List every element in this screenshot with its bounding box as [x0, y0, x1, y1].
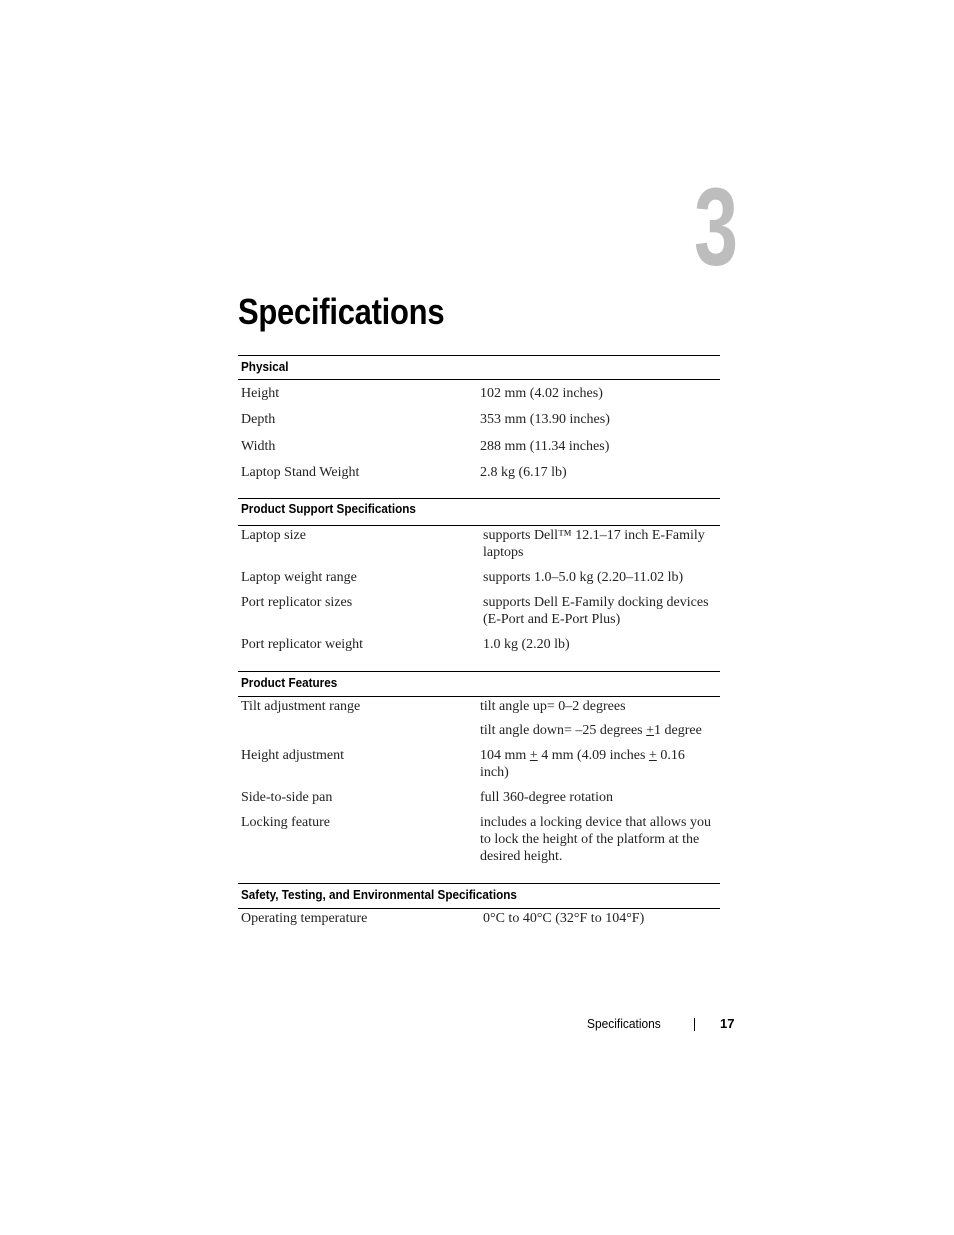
row-value: 104 mm + 4 mm (4.09 inches + 0.16 inch)	[480, 748, 685, 780]
section-heading: Product Features	[238, 671, 720, 697]
row-value: 0°C to 40°C (32°F to 104°F)	[483, 911, 645, 926]
row-label: Depth	[241, 412, 276, 427]
row-value: supports Dell™ 12.1–17 inch E-Family laptops	[483, 528, 705, 560]
table-row	[238, 411, 720, 428]
row-label: Port replicator weight	[241, 637, 364, 652]
section-heading: Product Support Specifications	[238, 498, 720, 526]
page-number: 17	[720, 1016, 735, 1031]
physical-section	[238, 355, 720, 485]
row-value: supports 1.0–5.0 kg (2.20–11.02 lb)	[483, 570, 684, 585]
table-row	[238, 569, 720, 586]
table-row	[238, 438, 720, 455]
row-label: Laptop weight range	[241, 570, 357, 585]
footer-section-label: Specifications	[587, 1016, 661, 1031]
plus-minus-symbol: +	[646, 723, 655, 738]
page-title: Specifications	[238, 291, 445, 332]
row-label: Height	[241, 386, 280, 401]
row-value: tilt angle down= –25 degrees +1 degree	[480, 723, 702, 738]
row-value: 2.8 kg (6.17 lb)	[480, 465, 567, 480]
row-label: Height adjustment	[241, 748, 345, 763]
row-label: Laptop size	[241, 528, 306, 543]
section-heading: Safety, Testing, and Environmental Specifications	[238, 883, 720, 909]
row-label: Tilt adjustment range	[241, 699, 361, 714]
row-label: Laptop Stand Weight	[241, 465, 360, 480]
features-section	[238, 671, 720, 871]
support-section	[238, 498, 720, 658]
table-row	[238, 814, 720, 865]
chapter-number: 3	[693, 166, 738, 289]
row-value: 1.0 kg (2.20 lb)	[483, 637, 570, 652]
row-label: Width	[241, 439, 276, 454]
table-row	[238, 594, 720, 628]
row-label: Locking feature	[241, 815, 331, 830]
row-value: includes a locking device that allows you to lock the height of the platform at the desired height.	[480, 815, 711, 864]
table-row	[238, 722, 720, 739]
table-row	[238, 464, 720, 481]
table-row	[238, 636, 720, 653]
row-value: 353 mm (13.90 inches)	[480, 412, 610, 427]
table-row	[238, 789, 720, 806]
row-value: 102 mm (4.02 inches)	[480, 386, 603, 401]
row-label: Operating temperature	[241, 911, 368, 926]
plus-minus-symbol: +	[648, 748, 657, 763]
safety-section	[238, 883, 720, 933]
row-value: supports Dell E-Family docking devices (E-Port and E-Port Plus)	[483, 595, 709, 627]
footer-divider	[694, 1018, 695, 1031]
plus-minus-symbol: +	[529, 748, 538, 763]
table-row	[238, 747, 720, 781]
table-row	[238, 910, 720, 927]
section-heading: Physical	[238, 355, 720, 380]
table-row	[238, 527, 720, 561]
row-value: full 360-degree rotation	[480, 790, 613, 805]
row-label: Side-to-side pan	[241, 790, 333, 805]
row-label: Port replicator sizes	[241, 595, 353, 610]
row-value: tilt angle up= 0–2 degrees	[480, 699, 626, 714]
table-row	[238, 385, 720, 402]
row-value: 288 mm (11.34 inches)	[480, 439, 610, 454]
table-row	[238, 698, 720, 715]
